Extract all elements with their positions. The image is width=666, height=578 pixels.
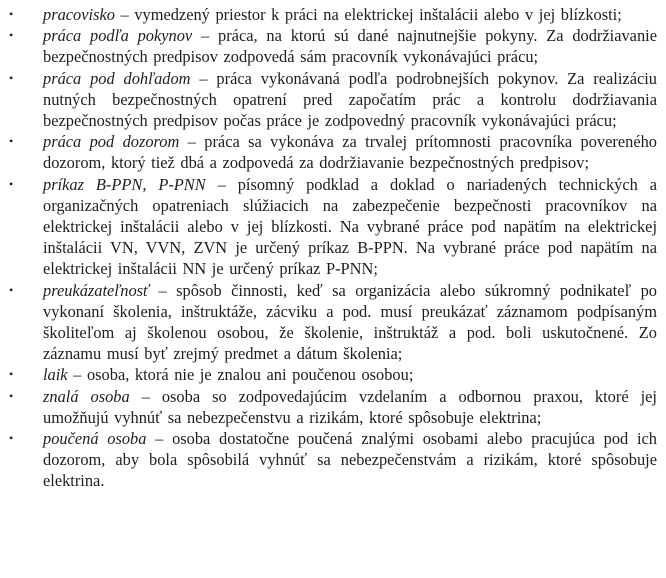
bullet-icon: • [9,388,14,403]
list-item-praca-podla-pokynov [0,25,657,67]
definition-entry [43,428,657,492]
definition-entry [43,174,657,280]
term-label: príkaz B-PPN, P-PNN [43,174,206,194]
bullet-icon: • [9,134,14,149]
definition-entry [43,131,657,173]
bullet-icon: • [9,431,14,446]
term-label: poučená osoba [43,429,147,449]
list-item-praca-pod-dozorom [0,131,657,173]
definition-text: – vymedzený priestor k práci na elektrickej inštalácii alebo v jej blízkosti; [120,5,622,24]
bullet-icon: • [9,7,14,21]
definition-text: – osoba, ktorá nie je znalou ani poučenou osobou; [73,365,414,385]
term-label: práca pod dohľadom [43,68,191,88]
term-label: práca pod dozorom [43,132,180,152]
definition-entry [43,4,657,25]
list-item-preukazatelnost [0,280,657,365]
definition-text: – práca, na ktorú sú dané najnutnejšie pokyny. Za dodržiavanie bezpečnostných predpisov zodpovedá sám pracovník vykonávajúci prácu; [43,26,657,67]
list-item-pracovisko [0,4,657,25]
definition-entry [43,280,657,365]
bullet-icon: • [9,176,14,191]
bullet-icon: • [9,28,14,43]
definition-text: – osoba dostatočne poučená znalými osobami alebo pracujúca pod ich dozorom, aby bola spôsobilá vyhnúť sa nebezpečenstvám a rizikám, ktoré spôsobuje elektrina. [43,429,657,491]
definition-text: – písomný podklad a doklad o nariadených technických a organizačných opatreniach slúžiacich na zabezpečenie bezpečnosti pracovníkov na elektrickej inštalácii alebo v jej blízkosti. Na vybrané práce pod napätím na elektrickej inštalácii VN, VVN, ZVN je určený príkaz B-PPN. Na vybrané práce pod napätím na elektrickej inštalácii NN je určený príkaz P-PNN; [43,174,658,279]
bullet-icon: • [9,367,14,382]
definition-entry [43,364,657,385]
list-item-znala-osoba [0,386,657,428]
definition-text: – práca sa vykonáva za trvalej prítomnosti pracovníka povereného dozorom, ktorý tiež dbá a zodpovedá za dodržiavanie bezpečnostných predpisov; [43,132,657,173]
definition-entry [43,25,657,67]
list-item-laik [0,364,657,385]
term-label: znalá osoba [43,386,130,406]
bullet-icon: • [9,282,14,297]
list-item-praca-pod-dohladom [0,68,657,132]
definition-text: – práca vykonávaná podľa podrobnejších pokynov. Za realizáciu nutných bezpečnostných opatrení pred započatím prác a kontrolu dodržiavania bezpečnostných predpisov počas práce je zodpovedný pracovník vykonávajúci prácu; [43,68,657,131]
term-label: pracovisko [43,5,115,24]
term-label: laik [43,365,68,385]
list-item-poucena-osoba [0,428,657,492]
list-item-prikaz-bppn-ppnn [0,174,657,280]
definition-text: – osoba so zodpovedajúcim vzdelaním a odbornou praxou, ktoré jej umožňujú vyhnúť sa nebezpečenstvu a rizikám, ktoré spôsobuje elektrina; [43,386,657,427]
bullet-icon: • [9,70,14,85]
term-label: preukázateľnosť [43,280,150,300]
term-label: práca podľa pokynov [43,26,193,46]
definition-text: – spôsob činnosti, keď sa organizácia alebo súkromný podnikateľ po vykonaní školenia, inštruktáže, zácviku a pod. musí preukázať záznamom podpísaným školiteľom aj školenou osobou, že školenie, inštruktáž a pod. boli uskutočnené. Zo záznamu musí byť zrejmý predmet a dátum školenia; [43,280,657,364]
definition-entry [43,386,657,428]
definition-entry [43,68,657,132]
